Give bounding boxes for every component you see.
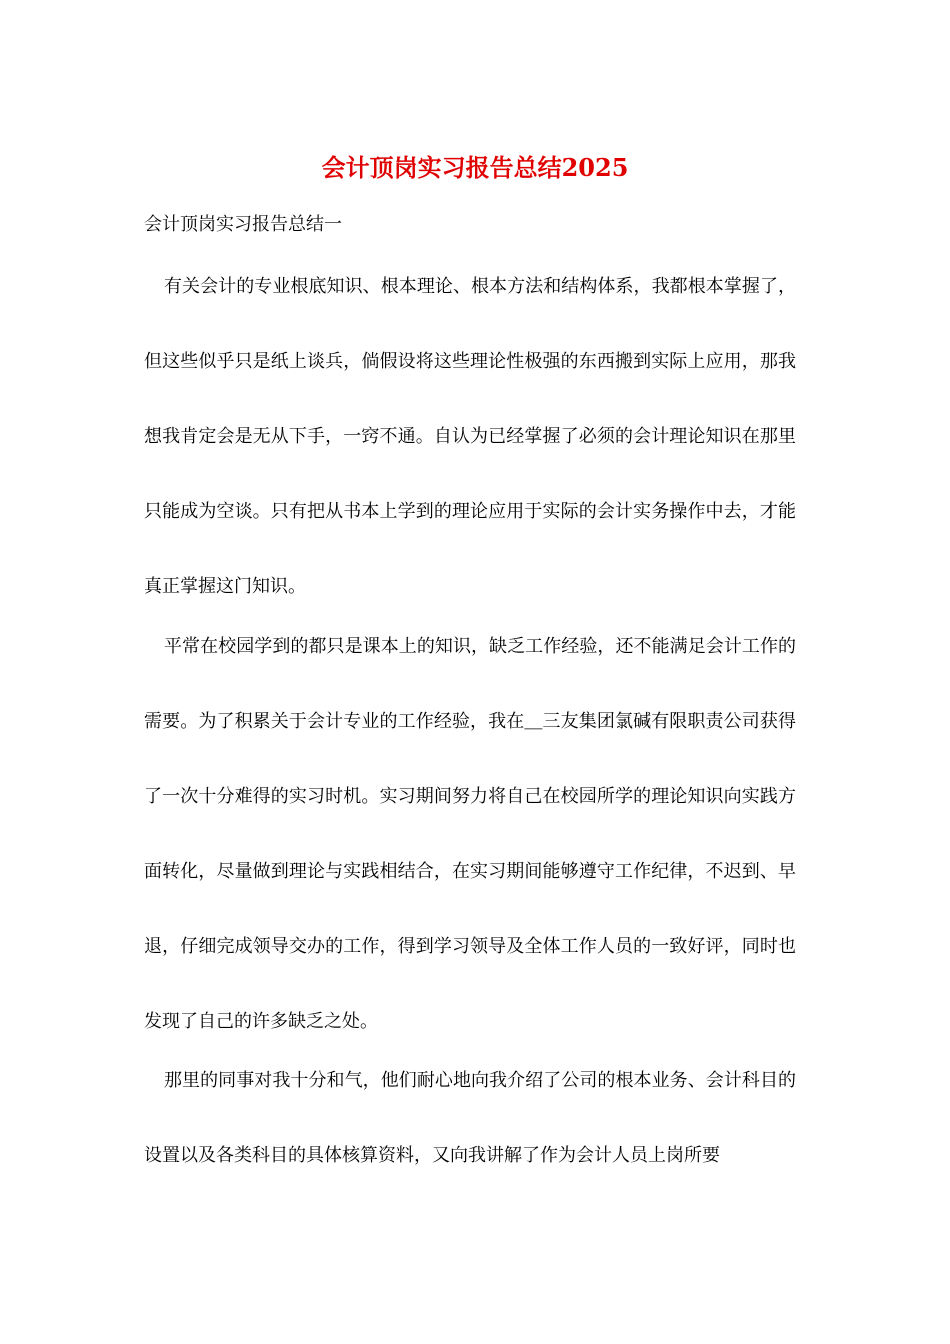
paragraph-2: 平常在校园学到的都只是课本上的知识，缺乏工作经验，还不能满足会计工作的需要。为了积累关于会计专业的工作经验，我在＿三友集团氯碱有限职责公司获得了一次十分难得的实习时机。实习期间努力将自己在校园所学的理论知识向实践方面转化，尽量做到理论与实践相结合，在实习期间能够遵守工作纪律，不迟到、早退，仔细完成领导交办的工作，得到学习领导及全体工作人员的一致好评，同时也发现了自己的许多缺乏之处。 [144,636,796,1032]
document-title: 会计顶岗实习报告总结2025 [321,153,629,182]
paragraph-1: 有关会计的专业根底知识、根本理论、根本方法和结构体系，我都根本掌握了，但这些似乎只是纸上谈兵，倘假设将这些理论性极强的东西搬到实际上应用，那我想我肯定会是无从下手，一窍不通。自认为已经掌握了必须的会计理论知识在那里只能成为空谈。只有把从书本上学到的理论应用于实际的会计实务操作中去，才能真正掌握这门知识。 [144,276,796,597]
paragraph-3: 那里的同事对我十分和气，他们耐心地向我介绍了公司的根本业务、会计科目的设置以及各类科目的具体核算资料，又向我讲解了作为会计人员上岗所要 [144,1070,796,1166]
section-heading: 会计顶岗实习报告总结一 [144,214,342,235]
